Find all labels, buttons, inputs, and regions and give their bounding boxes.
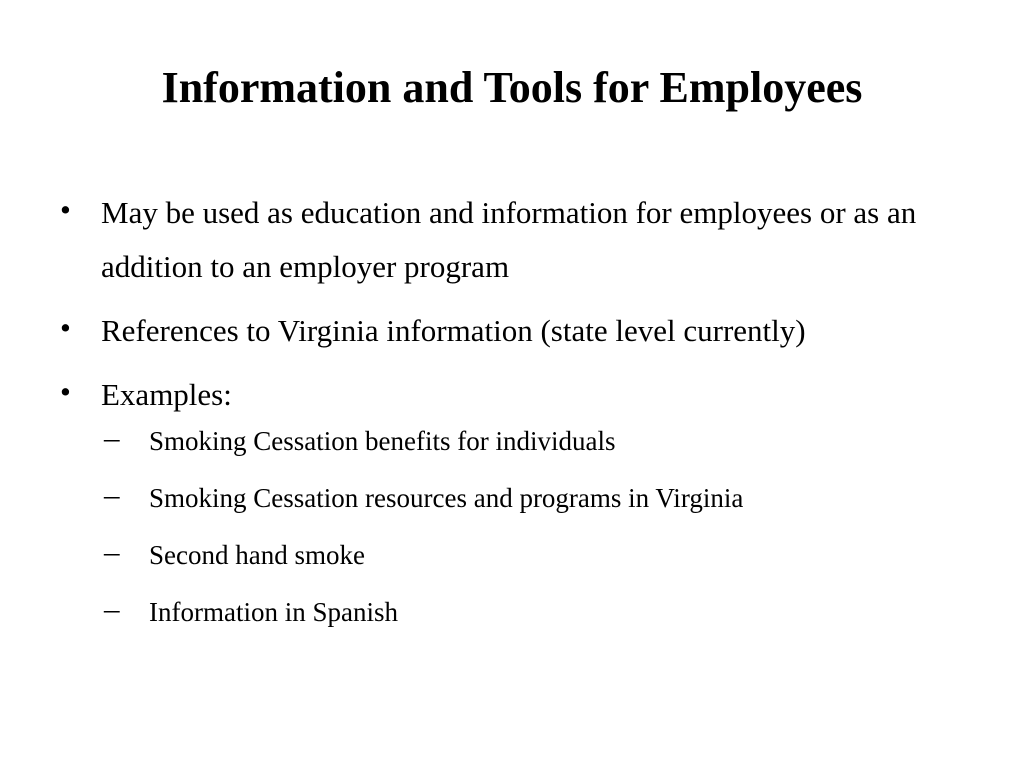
sub-bullet-item xyxy=(104,591,960,629)
sub-bullet-text: Smoking Cessation resources and programs in Virginia xyxy=(149,483,744,513)
sub-bullet-item xyxy=(104,420,960,458)
bullet-text: Examples: xyxy=(101,377,232,412)
sub-bullet-item xyxy=(104,477,960,515)
bullet-item xyxy=(60,186,960,294)
bullet-list xyxy=(60,186,960,652)
examples-sub-list xyxy=(101,420,960,629)
bullet-icon: • xyxy=(60,374,71,409)
slide-title: Information and Tools for Employees xyxy=(161,63,863,112)
bullet-icon: • xyxy=(60,192,71,227)
sub-bullet-text: Second hand smoke xyxy=(149,540,365,570)
bullet-item xyxy=(60,368,960,629)
sub-bullet-item xyxy=(104,534,960,572)
bullet-icon: • xyxy=(60,310,71,345)
dash-icon: – xyxy=(104,591,120,626)
bullet-item xyxy=(60,304,960,358)
dash-icon: – xyxy=(104,420,120,455)
sub-bullet-text: Information in Spanish xyxy=(149,597,398,627)
bullet-text: May be used as education and information for employees or as an addition to an employer program xyxy=(101,195,917,284)
dash-icon: – xyxy=(104,477,120,512)
sub-bullet-text: Smoking Cessation benefits for individuals xyxy=(149,426,616,456)
bullet-text: References to Virginia information (state level currently) xyxy=(101,313,806,348)
dash-icon: – xyxy=(104,534,120,569)
